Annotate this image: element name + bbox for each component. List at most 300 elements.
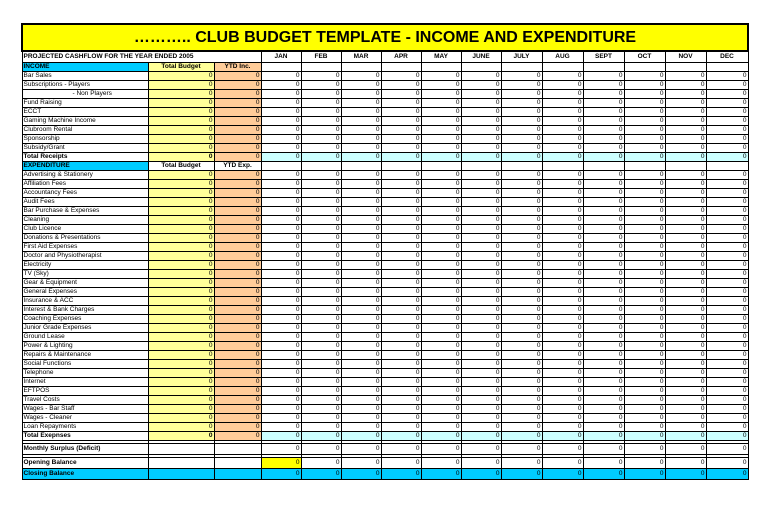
month-value-cell[interactable]: 0 [624, 233, 665, 242]
total-value-cell[interactable]: 0 [421, 152, 461, 161]
month-value-cell[interactable]: 0 [624, 71, 665, 80]
month-value-cell[interactable]: 0 [583, 287, 624, 296]
month-value-cell[interactable]: 0 [301, 287, 341, 296]
surplus-value-cell[interactable]: 0 [501, 443, 542, 454]
month-value-cell[interactable]: 0 [461, 206, 501, 215]
month-value-cell[interactable]: 0 [421, 80, 461, 89]
month-value-cell[interactable]: 0 [261, 404, 301, 413]
budget-cell[interactable]: 0 [148, 224, 214, 233]
month-value-cell[interactable]: 0 [461, 233, 501, 242]
budget-cell[interactable]: 0 [148, 386, 214, 395]
month-value-cell[interactable]: 0 [624, 251, 665, 260]
month-value-cell[interactable]: 0 [421, 125, 461, 134]
month-value-cell[interactable]: 0 [261, 287, 301, 296]
month-value-cell[interactable]: 0 [301, 332, 341, 341]
surplus-value-cell[interactable]: 0 [301, 443, 341, 454]
month-value-cell[interactable]: 0 [461, 413, 501, 422]
month-value-cell[interactable]: 0 [341, 179, 381, 188]
month-value-cell[interactable]: 0 [501, 170, 542, 179]
budget-cell[interactable]: 0 [148, 341, 214, 350]
month-value-cell[interactable]: 0 [542, 251, 583, 260]
month-value-cell[interactable]: 0 [421, 251, 461, 260]
closing-value-cell[interactable]: 0 [341, 468, 381, 479]
month-value-cell[interactable]: 0 [381, 215, 421, 224]
month-value-cell[interactable]: 0 [501, 134, 542, 143]
budget-cell[interactable]: 0 [148, 395, 214, 404]
month-value-cell[interactable]: 0 [583, 413, 624, 422]
month-value-cell[interactable]: 0 [381, 206, 421, 215]
month-value-cell[interactable]: 0 [261, 107, 301, 116]
month-value-cell[interactable]: 0 [542, 395, 583, 404]
month-value-cell[interactable]: 0 [261, 278, 301, 287]
surplus-value-cell[interactable]: 0 [665, 443, 706, 454]
month-value-cell[interactable]: 0 [261, 71, 301, 80]
month-value-cell[interactable]: 0 [261, 251, 301, 260]
closing-value-cell[interactable]: 0 [461, 468, 501, 479]
month-value-cell[interactable]: 0 [706, 377, 748, 386]
surplus-value-cell[interactable]: 0 [583, 443, 624, 454]
month-value-cell[interactable]: 0 [381, 143, 421, 152]
month-value-cell[interactable]: 0 [261, 413, 301, 422]
month-value-cell[interactable]: 0 [341, 386, 381, 395]
month-value-cell[interactable]: 0 [542, 107, 583, 116]
month-value-cell[interactable]: 0 [261, 269, 301, 278]
month-value-cell[interactable]: 0 [542, 206, 583, 215]
budget-cell[interactable]: 0 [148, 188, 214, 197]
month-value-cell[interactable]: 0 [706, 170, 748, 179]
month-value-cell[interactable]: 0 [542, 368, 583, 377]
month-value-cell[interactable]: 0 [421, 71, 461, 80]
month-value-cell[interactable]: 0 [706, 296, 748, 305]
month-value-cell[interactable]: 0 [583, 305, 624, 314]
month-value-cell[interactable]: 0 [301, 359, 341, 368]
month-value-cell[interactable]: 0 [665, 116, 706, 125]
month-value-cell[interactable]: 0 [665, 386, 706, 395]
month-value-cell[interactable]: 0 [583, 107, 624, 116]
month-value-cell[interactable]: 0 [706, 314, 748, 323]
month-value-cell[interactable]: 0 [461, 359, 501, 368]
month-value-cell[interactable]: 0 [583, 116, 624, 125]
month-value-cell[interactable]: 0 [542, 287, 583, 296]
month-value-cell[interactable]: 0 [624, 350, 665, 359]
month-value-cell[interactable]: 0 [706, 368, 748, 377]
month-value-cell[interactable]: 0 [421, 314, 461, 323]
month-value-cell[interactable]: 0 [665, 179, 706, 188]
month-value-cell[interactable]: 0 [542, 296, 583, 305]
month-value-cell[interactable]: 0 [583, 368, 624, 377]
budget-cell[interactable]: 0 [148, 413, 214, 422]
month-value-cell[interactable]: 0 [421, 242, 461, 251]
month-value-cell[interactable]: 0 [706, 386, 748, 395]
month-value-cell[interactable]: 0 [665, 368, 706, 377]
month-value-cell[interactable]: 0 [706, 125, 748, 134]
month-value-cell[interactable]: 0 [542, 314, 583, 323]
month-value-cell[interactable]: 0 [665, 206, 706, 215]
month-value-cell[interactable]: 0 [421, 395, 461, 404]
total-value-cell[interactable]: 0 [341, 431, 381, 440]
month-value-cell[interactable]: 0 [665, 89, 706, 98]
month-value-cell[interactable]: 0 [501, 233, 542, 242]
month-value-cell[interactable]: 0 [706, 395, 748, 404]
month-value-cell[interactable]: 0 [381, 125, 421, 134]
month-value-cell[interactable]: 0 [665, 341, 706, 350]
closing-value-cell[interactable]: 0 [261, 468, 301, 479]
budget-cell[interactable]: 0 [148, 215, 214, 224]
month-value-cell[interactable]: 0 [461, 323, 501, 332]
month-value-cell[interactable]: 0 [501, 98, 542, 107]
month-value-cell[interactable]: 0 [301, 170, 341, 179]
month-value-cell[interactable]: 0 [381, 197, 421, 206]
month-value-cell[interactable]: 0 [461, 377, 501, 386]
month-value-cell[interactable]: 0 [665, 98, 706, 107]
month-value-cell[interactable]: 0 [301, 404, 341, 413]
total-value-cell[interactable]: 0 [706, 152, 748, 161]
month-value-cell[interactable]: 0 [583, 80, 624, 89]
month-value-cell[interactable]: 0 [381, 341, 421, 350]
total-value-cell[interactable]: 0 [461, 431, 501, 440]
month-value-cell[interactable]: 0 [542, 332, 583, 341]
month-value-cell[interactable]: 0 [583, 341, 624, 350]
month-value-cell[interactable]: 0 [461, 98, 501, 107]
month-value-cell[interactable]: 0 [301, 224, 341, 233]
budget-cell[interactable]: 0 [148, 98, 214, 107]
month-value-cell[interactable]: 0 [461, 179, 501, 188]
month-value-cell[interactable]: 0 [261, 215, 301, 224]
month-value-cell[interactable]: 0 [624, 143, 665, 152]
month-value-cell[interactable]: 0 [301, 260, 341, 269]
month-value-cell[interactable]: 0 [301, 116, 341, 125]
month-value-cell[interactable]: 0 [421, 332, 461, 341]
month-value-cell[interactable]: 0 [461, 260, 501, 269]
month-value-cell[interactable]: 0 [624, 287, 665, 296]
month-value-cell[interactable]: 0 [301, 251, 341, 260]
budget-cell[interactable]: 0 [148, 350, 214, 359]
budget-cell[interactable]: 0 [148, 359, 214, 368]
month-value-cell[interactable]: 0 [341, 287, 381, 296]
month-value-cell[interactable]: 0 [461, 242, 501, 251]
month-value-cell[interactable]: 0 [341, 314, 381, 323]
month-value-cell[interactable]: 0 [341, 359, 381, 368]
month-value-cell[interactable]: 0 [421, 260, 461, 269]
month-value-cell[interactable]: 0 [301, 80, 341, 89]
month-value-cell[interactable]: 0 [341, 134, 381, 143]
month-value-cell[interactable]: 0 [542, 386, 583, 395]
month-value-cell[interactable]: 0 [461, 332, 501, 341]
month-value-cell[interactable]: 0 [421, 107, 461, 116]
month-value-cell[interactable]: 0 [542, 71, 583, 80]
total-value-cell[interactable]: 0 [341, 152, 381, 161]
month-value-cell[interactable]: 0 [542, 134, 583, 143]
month-value-cell[interactable]: 0 [583, 206, 624, 215]
month-value-cell[interactable]: 0 [381, 395, 421, 404]
month-value-cell[interactable]: 0 [381, 269, 421, 278]
month-value-cell[interactable]: 0 [501, 404, 542, 413]
month-value-cell[interactable]: 0 [624, 242, 665, 251]
month-value-cell[interactable]: 0 [542, 278, 583, 287]
month-value-cell[interactable]: 0 [421, 350, 461, 359]
month-value-cell[interactable]: 0 [665, 350, 706, 359]
month-value-cell[interactable]: 0 [341, 323, 381, 332]
month-value-cell[interactable]: 0 [706, 134, 748, 143]
month-value-cell[interactable]: 0 [381, 260, 421, 269]
month-value-cell[interactable]: 0 [501, 206, 542, 215]
month-value-cell[interactable]: 0 [665, 170, 706, 179]
budget-cell[interactable]: 0 [148, 134, 214, 143]
month-value-cell[interactable]: 0 [624, 314, 665, 323]
month-value-cell[interactable]: 0 [261, 422, 301, 431]
month-value-cell[interactable]: 0 [381, 359, 421, 368]
month-value-cell[interactable]: 0 [301, 305, 341, 314]
month-value-cell[interactable]: 0 [261, 116, 301, 125]
month-value-cell[interactable]: 0 [583, 350, 624, 359]
month-value-cell[interactable]: 0 [461, 188, 501, 197]
month-value-cell[interactable]: 0 [583, 314, 624, 323]
month-value-cell[interactable]: 0 [624, 134, 665, 143]
month-value-cell[interactable]: 0 [706, 359, 748, 368]
total-value-cell[interactable]: 0 [461, 152, 501, 161]
month-value-cell[interactable]: 0 [706, 179, 748, 188]
month-value-cell[interactable]: 0 [583, 296, 624, 305]
month-value-cell[interactable]: 0 [261, 233, 301, 242]
month-value-cell[interactable]: 0 [341, 143, 381, 152]
total-value-cell[interactable]: 0 [665, 431, 706, 440]
surplus-value-cell[interactable]: 0 [341, 443, 381, 454]
month-value-cell[interactable]: 0 [301, 377, 341, 386]
budget-cell[interactable]: 0 [148, 422, 214, 431]
month-value-cell[interactable]: 0 [461, 395, 501, 404]
month-value-cell[interactable]: 0 [341, 341, 381, 350]
month-value-cell[interactable]: 0 [341, 251, 381, 260]
month-value-cell[interactable]: 0 [421, 224, 461, 233]
month-value-cell[interactable]: 0 [301, 314, 341, 323]
month-value-cell[interactable]: 0 [501, 260, 542, 269]
month-value-cell[interactable]: 0 [583, 404, 624, 413]
month-value-cell[interactable]: 0 [381, 179, 421, 188]
month-value-cell[interactable]: 0 [624, 80, 665, 89]
budget-cell[interactable]: 0 [148, 323, 214, 332]
month-value-cell[interactable]: 0 [706, 197, 748, 206]
month-value-cell[interactable]: 0 [461, 341, 501, 350]
month-value-cell[interactable]: 0 [461, 314, 501, 323]
month-value-cell[interactable]: 0 [381, 305, 421, 314]
month-value-cell[interactable]: 0 [381, 242, 421, 251]
month-value-cell[interactable]: 0 [341, 98, 381, 107]
month-value-cell[interactable]: 0 [542, 350, 583, 359]
month-value-cell[interactable]: 0 [421, 215, 461, 224]
month-value-cell[interactable]: 0 [624, 422, 665, 431]
month-value-cell[interactable]: 0 [542, 179, 583, 188]
month-value-cell[interactable]: 0 [461, 386, 501, 395]
month-value-cell[interactable]: 0 [583, 71, 624, 80]
month-value-cell[interactable]: 0 [421, 170, 461, 179]
month-value-cell[interactable]: 0 [624, 359, 665, 368]
month-value-cell[interactable]: 0 [381, 98, 421, 107]
month-value-cell[interactable]: 0 [341, 422, 381, 431]
month-value-cell[interactable]: 0 [501, 359, 542, 368]
month-value-cell[interactable]: 0 [421, 269, 461, 278]
month-value-cell[interactable]: 0 [706, 143, 748, 152]
month-value-cell[interactable]: 0 [461, 251, 501, 260]
month-value-cell[interactable]: 0 [583, 377, 624, 386]
budget-cell[interactable]: 0 [148, 242, 214, 251]
month-value-cell[interactable]: 0 [706, 107, 748, 116]
month-value-cell[interactable]: 0 [381, 233, 421, 242]
budget-cell[interactable]: 0 [148, 287, 214, 296]
month-value-cell[interactable]: 0 [624, 323, 665, 332]
month-value-cell[interactable]: 0 [706, 98, 748, 107]
month-value-cell[interactable]: 0 [301, 206, 341, 215]
month-value-cell[interactable]: 0 [583, 269, 624, 278]
month-value-cell[interactable]: 0 [381, 188, 421, 197]
month-value-cell[interactable]: 0 [542, 170, 583, 179]
surplus-value-cell[interactable]: 0 [542, 443, 583, 454]
total-value-cell[interactable]: 0 [261, 152, 301, 161]
month-value-cell[interactable]: 0 [261, 179, 301, 188]
month-value-cell[interactable]: 0 [341, 125, 381, 134]
month-value-cell[interactable]: 0 [381, 287, 421, 296]
month-value-cell[interactable]: 0 [706, 224, 748, 233]
month-value-cell[interactable]: 0 [706, 233, 748, 242]
surplus-value-cell[interactable]: 0 [381, 443, 421, 454]
month-value-cell[interactable]: 0 [665, 395, 706, 404]
month-value-cell[interactable]: 0 [706, 404, 748, 413]
month-value-cell[interactable]: 0 [706, 89, 748, 98]
month-value-cell[interactable]: 0 [381, 251, 421, 260]
month-value-cell[interactable]: 0 [301, 341, 341, 350]
month-value-cell[interactable]: 0 [665, 269, 706, 278]
total-value-cell[interactable]: 0 [301, 431, 341, 440]
month-value-cell[interactable]: 0 [301, 269, 341, 278]
surplus-value-cell[interactable]: 0 [624, 443, 665, 454]
month-value-cell[interactable]: 0 [341, 116, 381, 125]
month-value-cell[interactable]: 0 [421, 368, 461, 377]
month-value-cell[interactable]: 0 [421, 206, 461, 215]
month-value-cell[interactable]: 0 [341, 233, 381, 242]
month-value-cell[interactable]: 0 [665, 332, 706, 341]
budget-cell[interactable]: 0 [148, 404, 214, 413]
month-value-cell[interactable]: 0 [665, 296, 706, 305]
month-value-cell[interactable]: 0 [501, 215, 542, 224]
month-value-cell[interactable]: 0 [301, 413, 341, 422]
total-value-cell[interactable]: 0 [542, 152, 583, 161]
month-value-cell[interactable]: 0 [261, 395, 301, 404]
total-value-cell[interactable]: 0 [665, 152, 706, 161]
month-value-cell[interactable]: 0 [665, 251, 706, 260]
month-value-cell[interactable]: 0 [665, 314, 706, 323]
month-value-cell[interactable]: 0 [542, 341, 583, 350]
month-value-cell[interactable]: 0 [301, 323, 341, 332]
month-value-cell[interactable]: 0 [301, 89, 341, 98]
month-value-cell[interactable]: 0 [301, 242, 341, 251]
month-value-cell[interactable]: 0 [542, 80, 583, 89]
month-value-cell[interactable]: 0 [501, 287, 542, 296]
budget-cell[interactable]: 0 [148, 377, 214, 386]
month-value-cell[interactable]: 0 [261, 197, 301, 206]
month-value-cell[interactable]: 0 [341, 71, 381, 80]
month-value-cell[interactable]: 0 [501, 80, 542, 89]
month-value-cell[interactable]: 0 [706, 116, 748, 125]
month-value-cell[interactable]: 0 [301, 188, 341, 197]
month-value-cell[interactable]: 0 [421, 134, 461, 143]
month-value-cell[interactable]: 0 [261, 125, 301, 134]
month-value-cell[interactable]: 0 [261, 242, 301, 251]
month-value-cell[interactable]: 0 [624, 170, 665, 179]
month-value-cell[interactable]: 0 [301, 71, 341, 80]
total-value-cell[interactable]: 0 [583, 152, 624, 161]
month-value-cell[interactable]: 0 [461, 305, 501, 314]
month-value-cell[interactable]: 0 [501, 71, 542, 80]
month-value-cell[interactable]: 0 [341, 404, 381, 413]
month-value-cell[interactable]: 0 [624, 386, 665, 395]
month-value-cell[interactable]: 0 [624, 197, 665, 206]
month-value-cell[interactable]: 0 [706, 188, 748, 197]
total-value-cell[interactable]: 0 [501, 431, 542, 440]
budget-cell[interactable]: 0 [148, 278, 214, 287]
month-value-cell[interactable]: 0 [261, 377, 301, 386]
month-value-cell[interactable]: 0 [665, 134, 706, 143]
month-value-cell[interactable]: 0 [542, 422, 583, 431]
month-value-cell[interactable]: 0 [501, 377, 542, 386]
month-value-cell[interactable]: 0 [501, 386, 542, 395]
month-value-cell[interactable]: 0 [461, 278, 501, 287]
month-value-cell[interactable]: 0 [341, 242, 381, 251]
month-value-cell[interactable]: 0 [301, 125, 341, 134]
month-value-cell[interactable]: 0 [624, 404, 665, 413]
month-value-cell[interactable]: 0 [461, 368, 501, 377]
month-value-cell[interactable]: 0 [665, 404, 706, 413]
month-value-cell[interactable]: 0 [301, 215, 341, 224]
month-value-cell[interactable]: 0 [542, 224, 583, 233]
total-value-cell[interactable]: 0 [261, 431, 301, 440]
month-value-cell[interactable]: 0 [501, 395, 542, 404]
month-value-cell[interactable]: 0 [421, 413, 461, 422]
budget-cell[interactable]: 0 [148, 80, 214, 89]
month-value-cell[interactable]: 0 [624, 179, 665, 188]
month-value-cell[interactable]: 0 [583, 125, 624, 134]
total-value-cell[interactable]: 0 [583, 431, 624, 440]
month-value-cell[interactable]: 0 [624, 224, 665, 233]
month-value-cell[interactable]: 0 [341, 215, 381, 224]
month-value-cell[interactable]: 0 [421, 377, 461, 386]
month-value-cell[interactable]: 0 [665, 278, 706, 287]
month-value-cell[interactable]: 0 [341, 395, 381, 404]
month-value-cell[interactable]: 0 [421, 359, 461, 368]
month-value-cell[interactable]: 0 [583, 143, 624, 152]
total-value-cell[interactable]: 0 [624, 152, 665, 161]
month-value-cell[interactable]: 0 [501, 323, 542, 332]
month-value-cell[interactable]: 0 [542, 359, 583, 368]
month-value-cell[interactable]: 0 [341, 80, 381, 89]
month-value-cell[interactable]: 0 [706, 332, 748, 341]
total-value-cell[interactable]: 0 [421, 431, 461, 440]
month-value-cell[interactable]: 0 [583, 251, 624, 260]
month-value-cell[interactable]: 0 [261, 368, 301, 377]
budget-cell[interactable]: 0 [148, 170, 214, 179]
month-value-cell[interactable]: 0 [421, 143, 461, 152]
budget-cell[interactable]: 0 [148, 368, 214, 377]
budget-cell[interactable]: 0 [148, 314, 214, 323]
month-value-cell[interactable]: 0 [583, 260, 624, 269]
month-value-cell[interactable]: 0 [301, 368, 341, 377]
budget-cell[interactable]: 0 [148, 71, 214, 80]
month-value-cell[interactable]: 0 [542, 188, 583, 197]
month-value-cell[interactable]: 0 [501, 89, 542, 98]
month-value-cell[interactable]: 0 [542, 260, 583, 269]
budget-cell[interactable]: 0 [148, 251, 214, 260]
closing-value-cell[interactable]: 0 [665, 468, 706, 479]
month-value-cell[interactable]: 0 [341, 260, 381, 269]
month-value-cell[interactable]: 0 [381, 80, 421, 89]
